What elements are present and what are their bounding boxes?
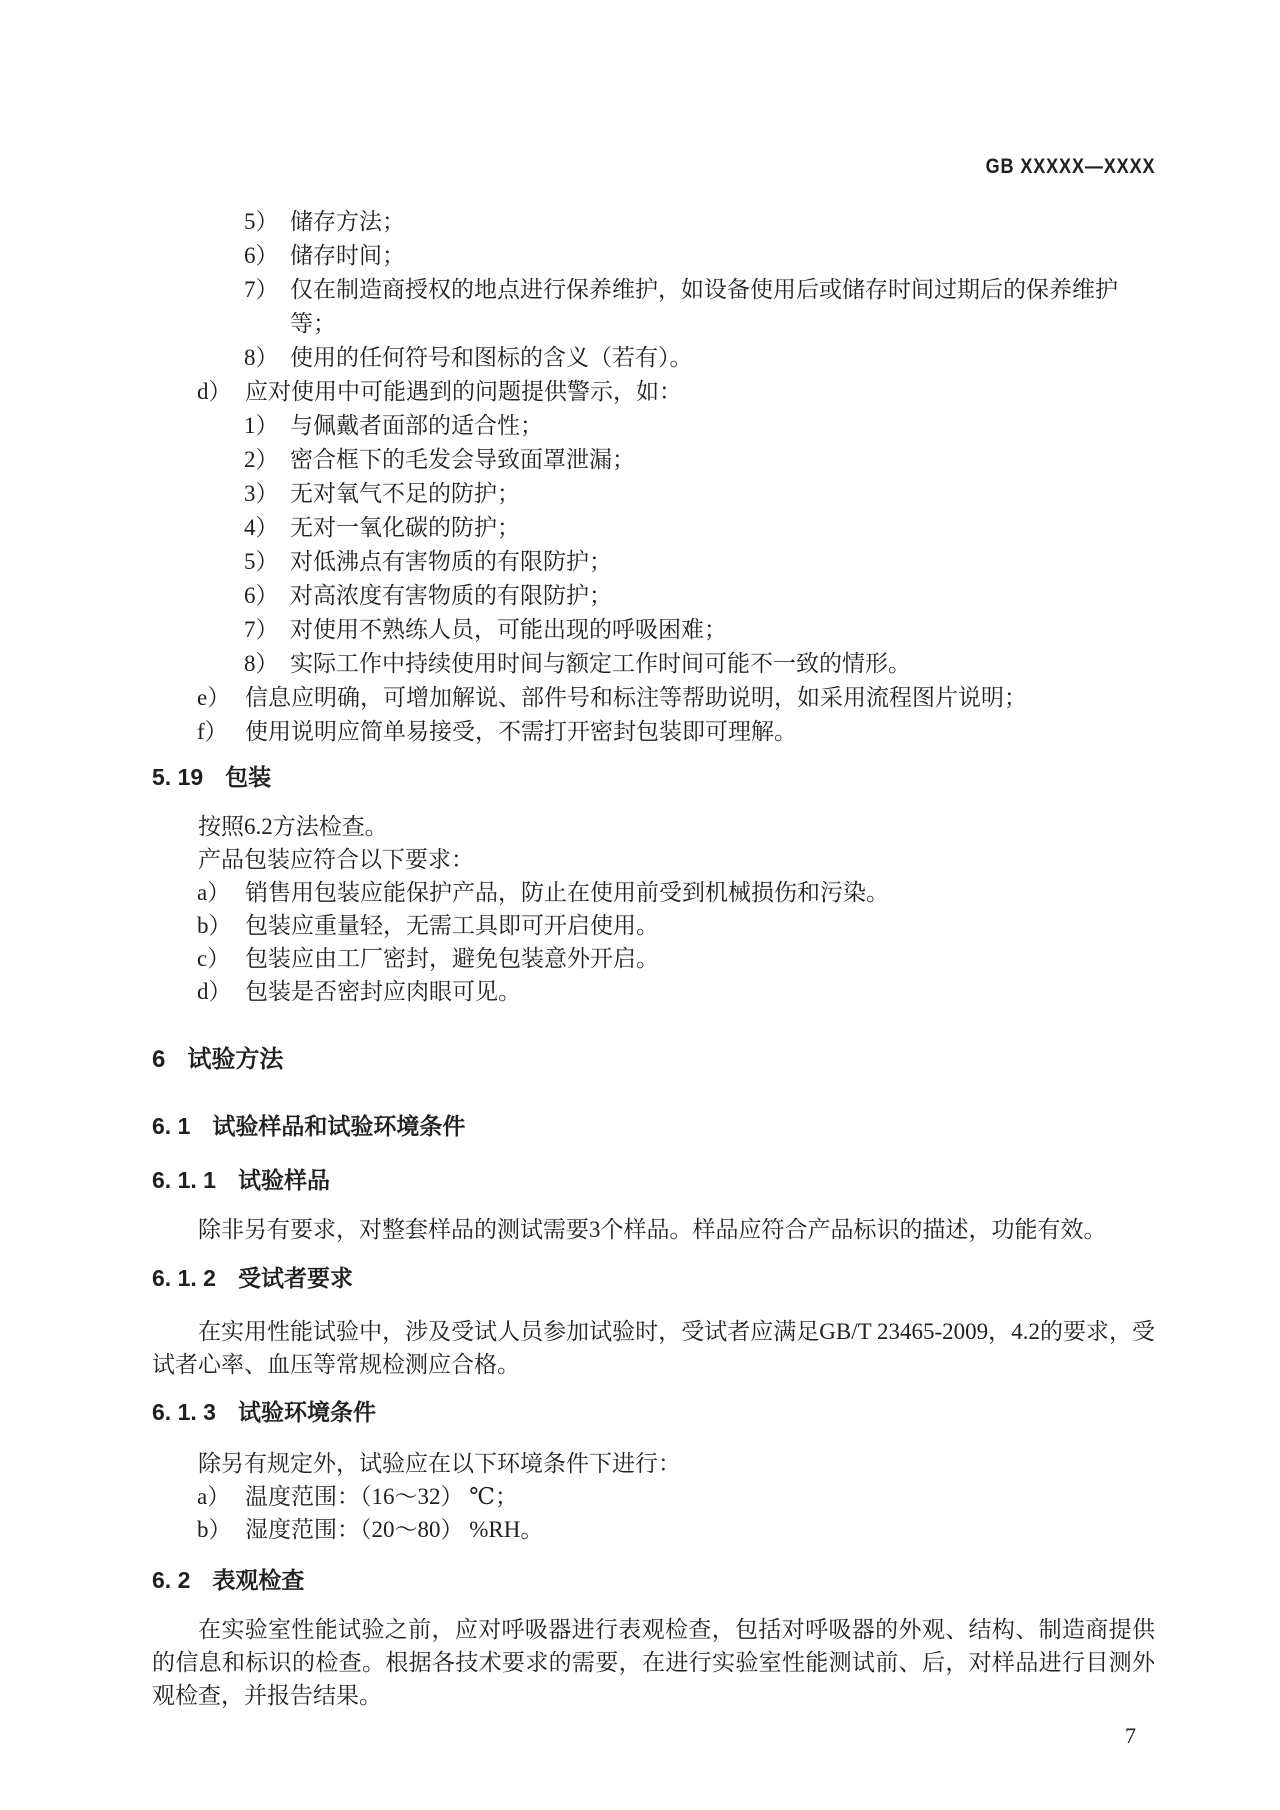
heading-number: 6. 1. 3	[152, 1399, 216, 1425]
list-item	[152, 341, 1155, 375]
chapter-heading-6	[152, 1046, 1155, 1074]
item-marker: b）	[197, 1517, 232, 1542]
item-marker: 4）	[244, 515, 279, 540]
item-marker: c）	[197, 946, 231, 971]
heading-number: 6. 1	[152, 1113, 191, 1139]
section-heading-6-1-3	[152, 1398, 1155, 1426]
item-marker: d）	[197, 379, 232, 404]
item-marker: b）	[197, 913, 232, 938]
item-marker: e）	[197, 685, 231, 710]
item-marker: a）	[197, 1484, 231, 1509]
item-text: 对使用不熟练人员，可能出现的呼吸困难；	[290, 617, 727, 642]
doc-code: GB XXXXX—XXXX	[985, 155, 1155, 178]
item-marker: 7）	[244, 277, 279, 302]
item-text: 与佩戴者面部的适合性；	[290, 413, 543, 438]
heading-title: 受试者要求	[237, 1265, 353, 1291]
list-item	[152, 1480, 1155, 1513]
item-text: 信息应明确，可增加解说、部件号和标注等帮助说明，如采用流程图片说明；	[245, 685, 1027, 710]
section-5-19-body	[152, 810, 1155, 1008]
page-number: 7	[1125, 1723, 1136, 1748]
list-item	[152, 239, 1155, 273]
item-marker: a）	[197, 880, 231, 905]
heading-title: 试验样品	[237, 1167, 330, 1193]
heading-title: 试验样品和试验环境条件	[212, 1113, 466, 1139]
doc-header	[152, 155, 1155, 179]
section-heading-6-1	[152, 1112, 1155, 1140]
item-text: 无对一氧化碳的防护；	[290, 515, 520, 540]
item-marker: d）	[197, 979, 232, 1004]
item-text: 应对使用中可能遇到的问题提供警示，如：	[245, 379, 682, 404]
list-item	[152, 909, 1155, 942]
item-text: 对高浓度有害物质的有限防护；	[290, 583, 612, 608]
section-heading-6-2	[152, 1566, 1155, 1594]
list-item	[152, 477, 1155, 511]
item-marker: 8）	[244, 651, 279, 676]
item-marker: 2）	[244, 447, 279, 472]
paragraph: 除非另有要求，对整套样品的测试需要3个样品。样品应符合产品标识的描述，功能有效。	[198, 1217, 1107, 1242]
item-text: 仅在制造商授权的地点进行保养维护，如设备使用后或储存时间过期后的保养维护等；	[290, 277, 1118, 336]
list-item	[152, 443, 1155, 477]
list-item	[152, 273, 1155, 341]
item-marker: 6）	[244, 243, 279, 268]
item-marker: 3）	[244, 481, 279, 506]
section-heading-6-1-1	[152, 1166, 1155, 1194]
list-item	[152, 579, 1155, 613]
list-item	[152, 975, 1155, 1008]
paragraph: 除另有规定外，试验应在以下环境条件下进行：	[198, 1451, 681, 1476]
section-6-1-3-list	[152, 1480, 1155, 1546]
item-text: 包装是否密封应肉眼可见。	[245, 979, 521, 1004]
item-text: 实际工作中持续使用时间与额定工作时间可能不一致的情形。	[290, 651, 911, 676]
list-item	[152, 409, 1155, 443]
item-text: 储存方法；	[290, 209, 405, 234]
item-text: 使用说明应简单易接受，不需打开密封包装即可理解。	[245, 719, 797, 744]
heading-title: 表观检查	[212, 1567, 305, 1593]
item-marker: 5）	[244, 549, 279, 574]
list-item	[152, 876, 1155, 909]
paragraph: 产品包装应符合以下要求：	[198, 847, 474, 872]
item-text: 包装应重量轻，无需工具即可开启使用。	[245, 913, 659, 938]
item-text: 无对氧气不足的防护；	[290, 481, 520, 506]
item-marker: 7）	[244, 617, 279, 642]
item-marker: f）	[197, 719, 228, 744]
list-item	[152, 942, 1155, 975]
section-heading-6-1-2	[152, 1264, 1155, 1292]
item-text: 对低沸点有害物质的有限防护；	[290, 549, 612, 574]
list-item	[152, 681, 1155, 715]
paragraph: 按照6.2方法检查。	[198, 814, 388, 839]
item-text: 密合框下的毛发会导致面罩泄漏；	[290, 447, 635, 472]
heading-number: 6. 2	[152, 1567, 191, 1593]
instruction-list	[152, 205, 1155, 749]
section-heading-5-19	[152, 764, 1155, 790]
heading-number: 6	[152, 1046, 166, 1073]
item-marker: 8）	[244, 345, 279, 370]
item-text: 温度范围：（16～32） ℃；	[245, 1484, 518, 1509]
paragraph: 在实验室性能试验之前，应对呼吸器进行表观检查，包括对呼吸器的外观、结构、制造商提供的信息和标识的检查。根据各技术要求的需要，在进行实验室性能测试前、后，对样品进行目测外观检查，并报告结果。	[152, 1617, 1155, 1708]
item-text: 包装应由工厂密封，避免包装意外开启。	[245, 946, 659, 971]
heading-number: 5. 19	[152, 764, 204, 790]
list-item	[152, 647, 1155, 681]
item-text: 湿度范围：（20～80） %RH。	[245, 1517, 544, 1542]
item-marker: 1）	[244, 413, 279, 438]
heading-title: 试验环境条件	[237, 1399, 376, 1425]
paragraph: 在实用性能试验中，涉及受试人员参加试验时，受试者应满足GB/T 23465-2009，4.2的要求，受试者心率、血压等常规检测应合格。	[152, 1319, 1155, 1377]
item-text: 储存时间；	[290, 243, 405, 268]
heading-number: 6. 1. 1	[152, 1167, 216, 1193]
item-text: 使用的任何符号和图标的含义（若有）。	[290, 345, 693, 370]
list-item	[152, 545, 1155, 579]
list-item	[152, 1513, 1155, 1546]
list-item	[152, 613, 1155, 647]
heading-title: 包装	[225, 764, 272, 790]
item-marker: 5）	[244, 209, 279, 234]
heading-number: 6. 1. 2	[152, 1265, 216, 1291]
item-marker: 6）	[244, 583, 279, 608]
heading-title: 试验方法	[187, 1046, 284, 1073]
list-item	[152, 205, 1155, 239]
list-item	[152, 715, 1155, 749]
list-item	[152, 375, 1155, 409]
item-text: 销售用包装应能保护产品，防止在使用前受到机械损伤和污染。	[245, 880, 889, 905]
list-item	[152, 511, 1155, 545]
